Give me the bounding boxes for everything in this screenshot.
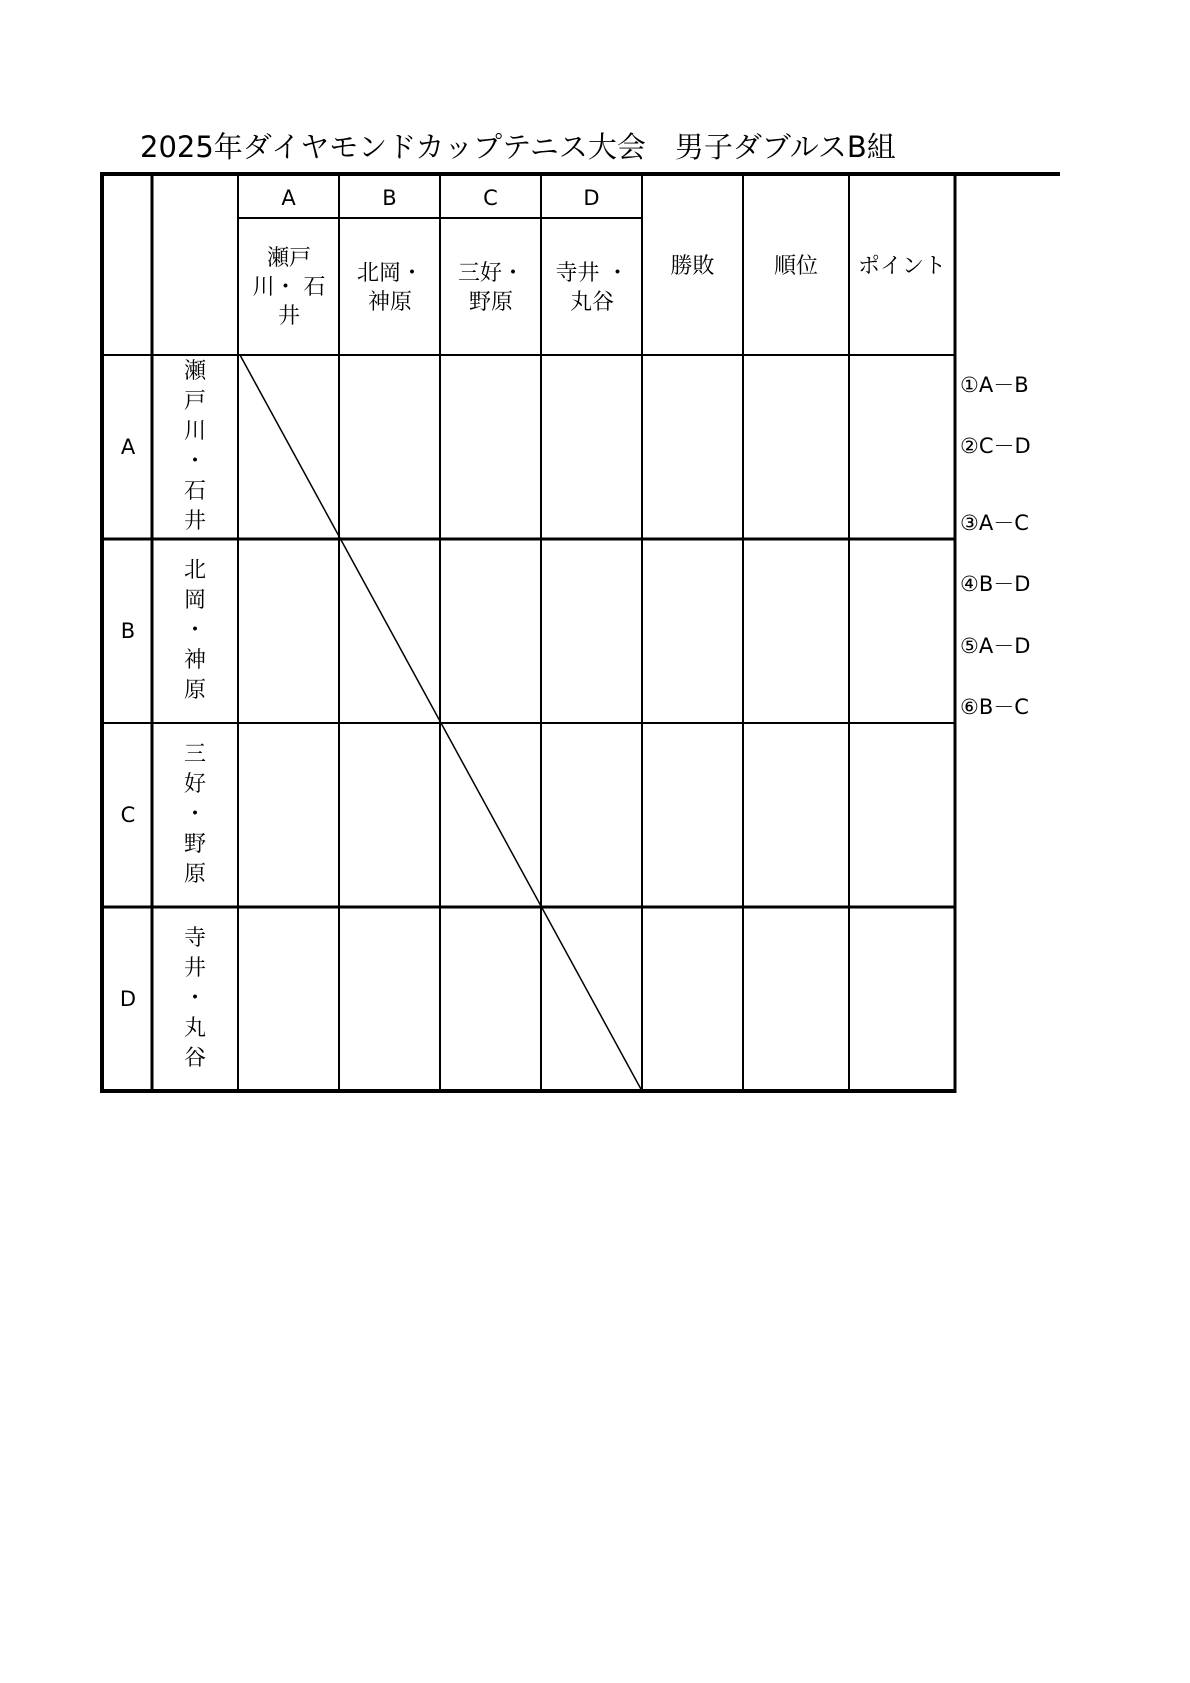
col-letter-d: D bbox=[583, 185, 600, 210]
row-name-char: 神 bbox=[183, 648, 206, 673]
col-letter-a: A bbox=[281, 185, 296, 210]
col-result: 勝敗 bbox=[670, 254, 715, 279]
row-name-char: 戸 bbox=[183, 389, 206, 414]
row-letter-c: C bbox=[120, 802, 136, 827]
row-name-char: ・ bbox=[183, 618, 206, 643]
row-name-char: 寺 bbox=[183, 926, 206, 951]
row-name-char: 原 bbox=[183, 678, 206, 703]
col-name-a: 瀬戸川・ 石井 bbox=[252, 246, 326, 329]
match-order-item: ①A－B bbox=[960, 373, 1029, 397]
row-name-char: 瀬 bbox=[183, 359, 206, 384]
row-letter-a: A bbox=[120, 434, 136, 459]
row-name-char: 北 bbox=[183, 558, 206, 583]
row-name-char: 岡 bbox=[183, 588, 206, 613]
row-name-a bbox=[152, 355, 238, 539]
row-name-char: 原 bbox=[183, 862, 206, 887]
match-order-item: ④B－D bbox=[960, 572, 1031, 596]
row-name-char: ・ bbox=[183, 986, 206, 1011]
match-order-item: ⑤A－D bbox=[960, 634, 1031, 658]
row-name-char: 井 bbox=[183, 509, 206, 534]
col-name-d: 寺井 ・ 丸谷 bbox=[555, 260, 629, 315]
col-name-c: 三好・野原 bbox=[457, 260, 524, 315]
row-name-c bbox=[152, 723, 238, 907]
row-name-char: 川 bbox=[183, 419, 206, 444]
row-name-char: 石 bbox=[183, 479, 206, 504]
match-order-item: ②C－D bbox=[960, 434, 1031, 458]
row-name-char: 野 bbox=[183, 832, 206, 857]
row-name-d bbox=[152, 907, 238, 1091]
row-letter-b: B bbox=[120, 618, 136, 643]
row-name-char: 丸 bbox=[183, 1016, 206, 1041]
col-letter-b: B bbox=[382, 185, 397, 210]
row-name-char: 井 bbox=[183, 956, 206, 981]
col-letter-c: C bbox=[483, 185, 498, 210]
match-order-item: ③A－C bbox=[960, 511, 1029, 535]
match-order-item: ⑥B－C bbox=[960, 695, 1029, 719]
page-title: 2025年ダイヤモンドカップテニス大会 男子ダブルスB組 bbox=[140, 130, 896, 164]
row-name-char: 谷 bbox=[183, 1046, 206, 1071]
col-points: ポイント bbox=[857, 254, 946, 279]
row-letter-d: D bbox=[119, 986, 137, 1011]
row-name-b bbox=[152, 539, 238, 723]
col-name-b: 北岡・神原 bbox=[356, 260, 423, 315]
col-rank: 順位 bbox=[773, 254, 818, 279]
row-name-char: 三 bbox=[183, 742, 206, 767]
row-name-char: 好 bbox=[183, 772, 206, 797]
row-name-char: ・ bbox=[183, 802, 206, 827]
row-name-char: ・ bbox=[183, 449, 206, 474]
